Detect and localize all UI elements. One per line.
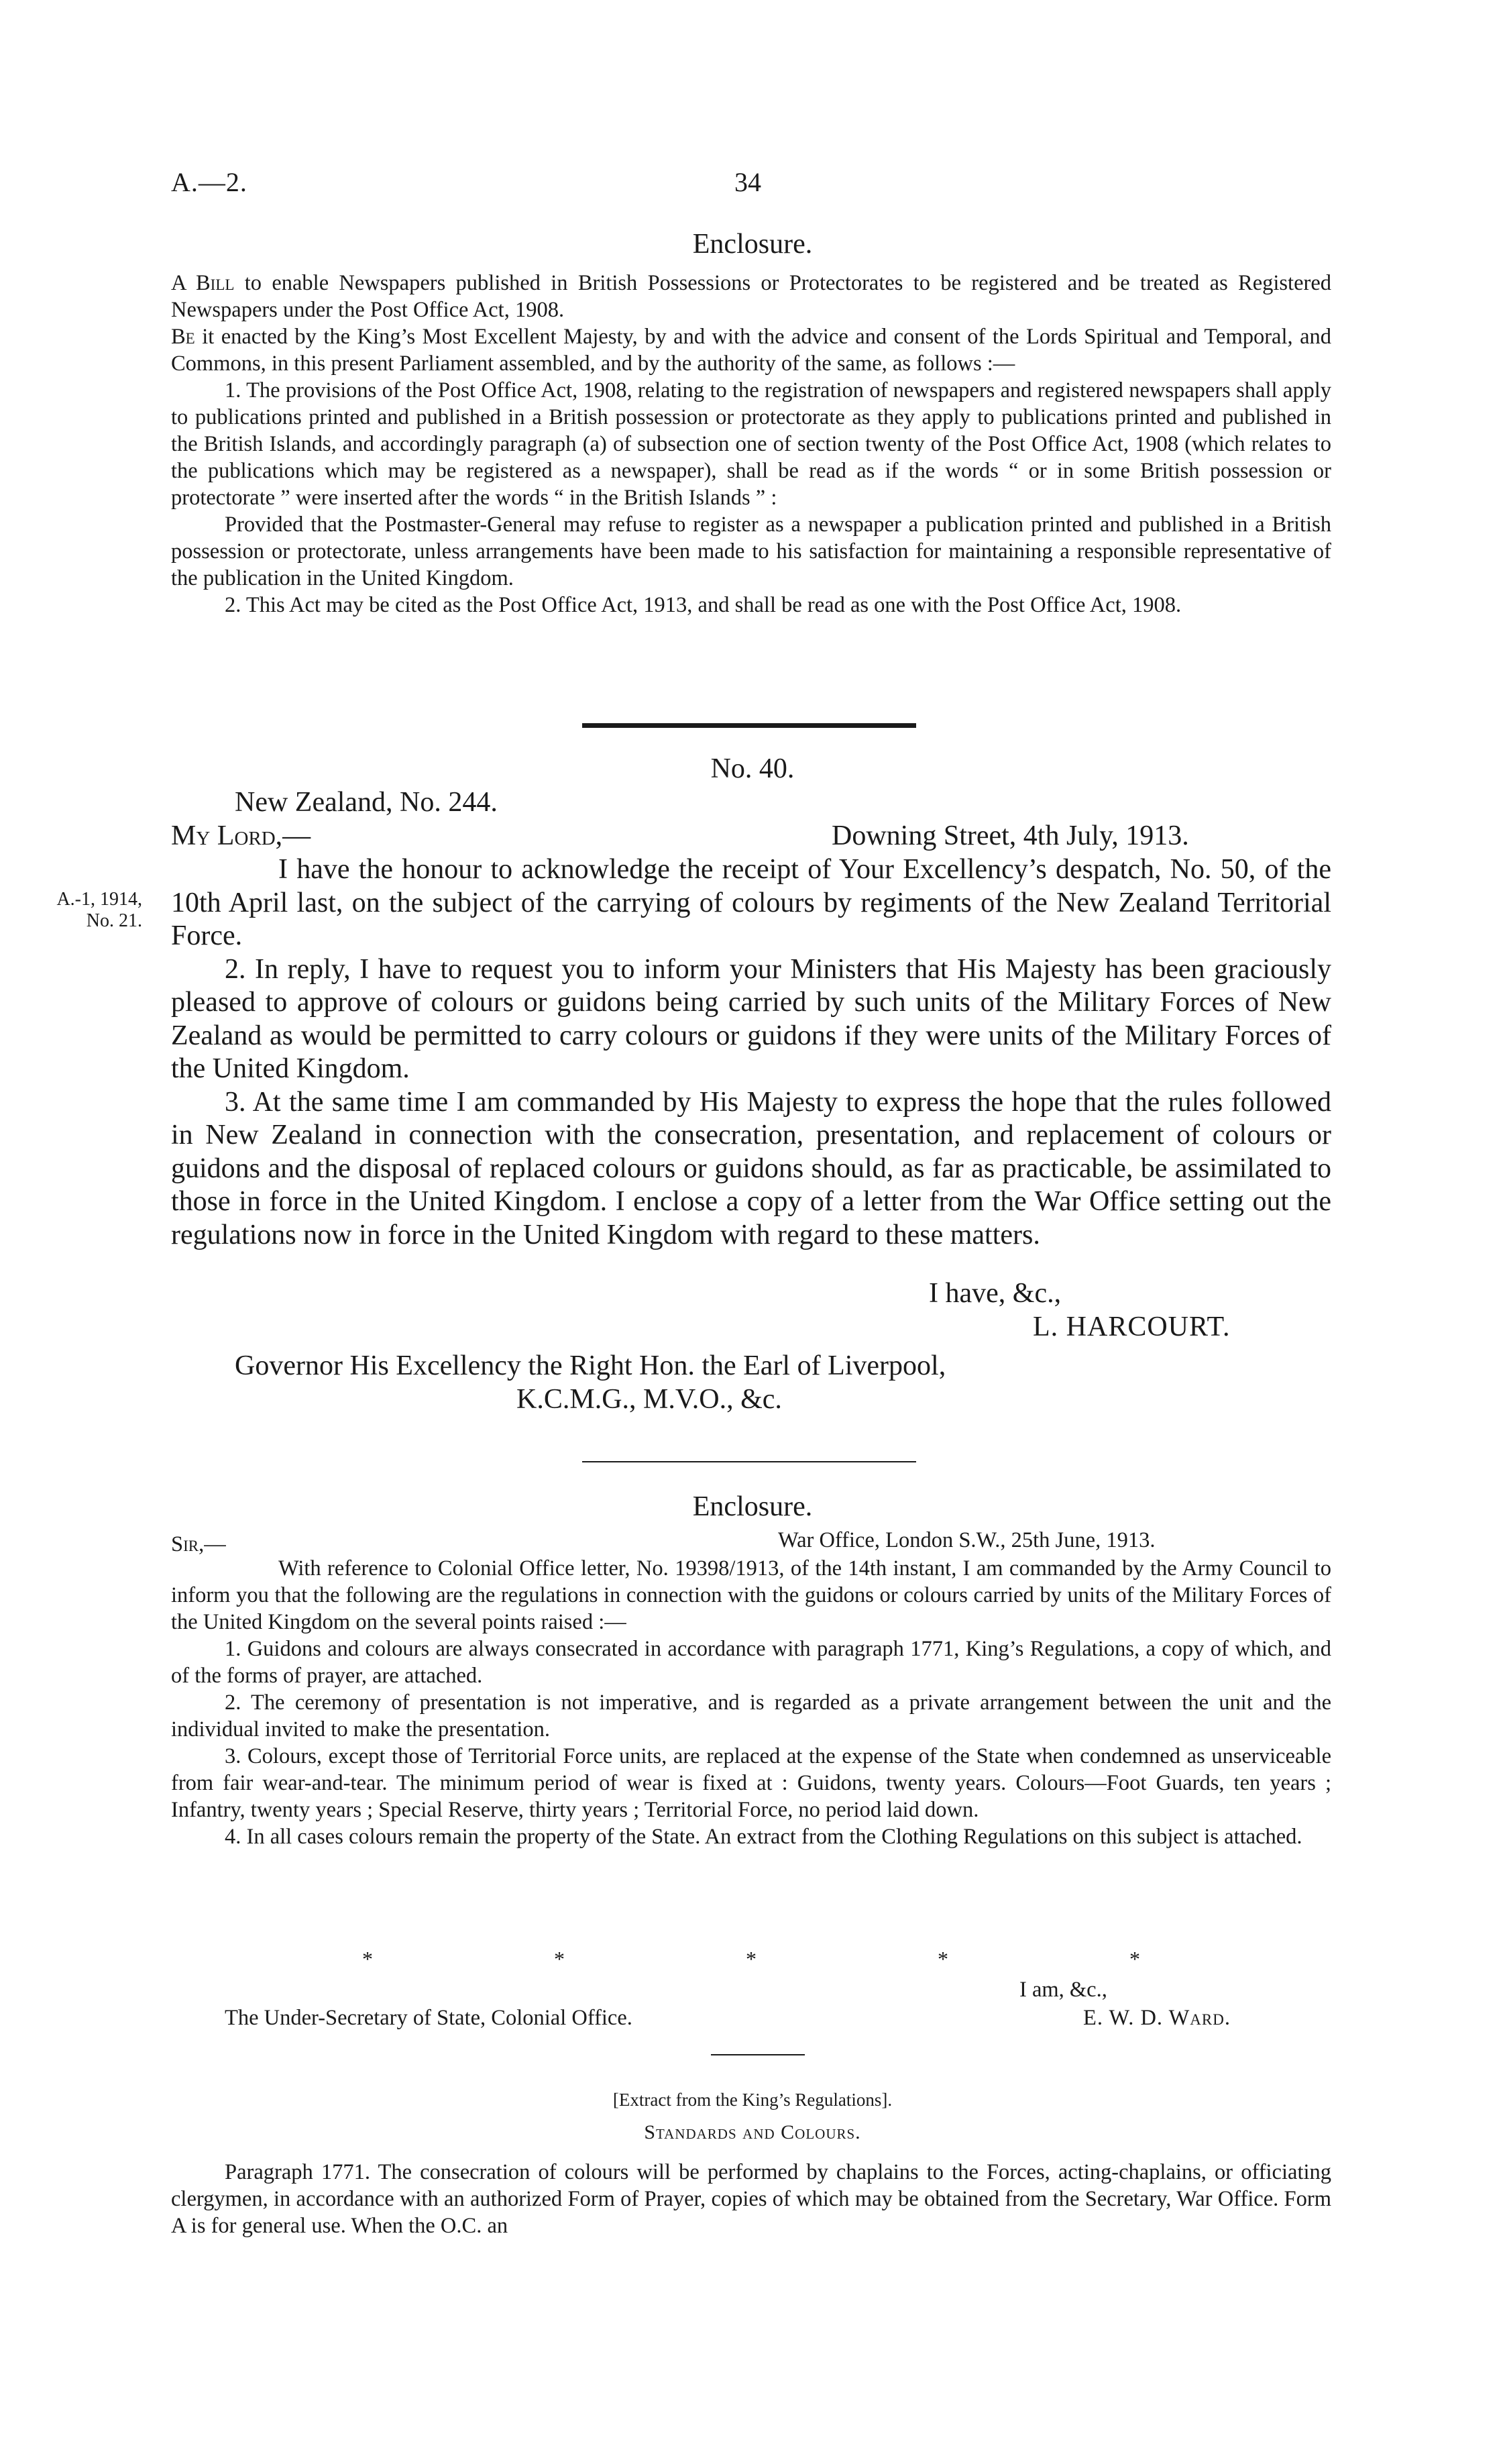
despatch-addressee-1: Governor His Excellency the Right Hon. the Earl of Liverpool, — [235, 1350, 946, 1381]
salutation-my: My — [171, 820, 211, 851]
section-rule-short — [711, 2054, 805, 2055]
star: * — [746, 1947, 757, 1971]
extract-source: [Extract from the King’s Regulations]. — [612, 2090, 893, 2110]
enclosure-2-salutation: Sir,— — [171, 1532, 226, 1556]
despatch-ref: New Zealand, No. 244. — [235, 787, 498, 818]
enact-rest: it enacted by the King’s Most Excellent Majesty, by and with the advice and consent of the Lords Spiritual and Temporal, and Commons, in this present Parliament assembled, and by the authority of the same, as follows :— — [171, 325, 1331, 376]
regulation-item: 4. In all cases colours remain the property of the State. An extract from the Clothing Regulations on this subject is attached. — [225, 1825, 1302, 1849]
page-id: A.—2. — [171, 167, 247, 197]
extract-paragraph: Paragraph 1771. The consecration of colours will be performed by chaplains to the Forces, acting-chaplains, or officiating clergymen, in accordance with an authorized Form of Prayer, copies of which may be obtained from the Secretary, War Office. Form A is for general use. When the O.C. an — [171, 2160, 1331, 2238]
bill-title-word: A Bill — [171, 271, 235, 295]
enclosure-heading: Enclosure. — [692, 229, 813, 260]
regulation-item: 3. Colours, except those of Territorial Force units, are replaced at the expense of the State when condemned as unserviceable from fair wear-and-tear. The minimum period of wear is fixed at : Guidons, twenty years. Colours—Foot Guards, ten years ; Infantry, twenty years ; Special Reserve, thirty years ; Territorial Force, no period laid down. — [171, 1744, 1331, 1822]
despatch-body — [171, 853, 1331, 1252]
margin-ref-line-2: No. 21. — [86, 910, 142, 931]
omission-stars — [362, 1947, 1140, 1972]
margin-ref-line-1: A.-1, 1914, — [56, 889, 142, 910]
despatch-number: No. 40. — [710, 753, 795, 784]
enacting-clause — [171, 323, 1331, 377]
bill-text — [171, 270, 1331, 619]
extract-title: Standards and Colours. — [644, 2121, 861, 2143]
star: * — [554, 1947, 565, 1971]
despatch-para-2: 2. In reply, I have to request you to inform your Ministers that His Majesty has been graciously pleased to approve of colours or guidons being carried by such units of the Military Forces of New Zealand as would be permitted to carry colours or guidons if they were units of the Military Forces of the United Kingdom. — [171, 953, 1331, 1084]
bill-title — [171, 270, 1331, 323]
regulation-item: 2. The ceremony of presentation is not imperative, and is regarded as a private arrangement between the unit and the individual invited to make the presentation. — [171, 1691, 1331, 1742]
despatch-para-3: 3. At the same time I am commanded by His Majesty to express the hope that the rules followed in New Zealand in connection with the consecration, presentation, and replacement of colours or guidons and the disposal of replaced colours or guidons should, as far as practicable, be assimilated to those in force in the United Kingdom. I enclose a copy of a letter from the War Office setting out the regulations now in force in the United Kingdom with regard to these matters. — [171, 1086, 1331, 1250]
margin-reference — [27, 889, 142, 932]
regulation-item: 1. Guidons and colours are always consecrated in accordance with paragraph 1771, King’s Regulations, a copy of which, and of the forms of prayer, are attached. — [171, 1637, 1331, 1688]
enclosure-2-body — [171, 1555, 1331, 1850]
enclosure-2-recipient: The Under-Secretary of State, Colonial Office. — [225, 2006, 632, 2030]
enact-word: Be — [171, 325, 195, 349]
bill-para-1: 1. The provisions of the Post Office Act, 1908, relating to the registration of newspapers and registered newspapers shall apply to publications printed and published in a British possession or protectorate as they apply to publications printed and published in the British Islands, and accordingly paragraph (a) of subsection one of section twenty of the Post Office Act, 1908 (which relates to the publications which may be registered as a newspaper), shall be read as if the words “ or in some British possession or protectorate ” were inserted after the words “ in the British Islands ” : — [171, 378, 1331, 510]
enclosure-2-intro: With reference to Colonial Office letter, No. 19398/1913, of the 14th instant, I am commanded by the Army Council to inform you that the following are the regulations in connection with the guidons or colours carried by units of the Military Forces of the United Kingdom on the several points raised :— — [171, 1556, 1331, 1634]
enclosure-2-place-date: War Office, London S.W., 25th June, 1913. — [778, 1528, 1156, 1552]
enclosure-2-heading: Enclosure. — [692, 1491, 813, 1522]
despatch-para-1: I have the honour to acknowledge the receipt of Your Excellency’s despatch, No. 50, of the 10th April last, on the subject of the carrying of colours by regiments of the New Zealand Territorial Force. — [171, 854, 1331, 951]
enclosure-2-signature: E. W. D. Ward. — [1083, 2006, 1231, 2030]
bill-para-2: 2. This Act may be cited as the Post Office Act, 1913, and shall be read as one with the Post Office Act, 1908. — [225, 593, 1182, 617]
despatch-salutation — [171, 820, 640, 853]
salutation-rest: Lord,— — [217, 820, 311, 851]
despatch-place-date: Downing Street, 4th July, 1913. — [832, 820, 1189, 851]
enclosure-2-closing: I am, &c., — [1019, 1978, 1107, 2002]
section-rule-thin — [582, 1461, 916, 1462]
despatch-addressee-2: K.C.M.G., M.V.O., &c. — [516, 1384, 782, 1415]
star: * — [362, 1947, 373, 1971]
star: * — [1129, 1947, 1140, 1971]
despatch-signature: L. HARCOURT. — [1033, 1311, 1231, 1342]
despatch-closing: I have, &c., — [929, 1278, 1062, 1309]
page-number: 34 — [734, 167, 761, 197]
star: * — [938, 1947, 948, 1971]
extract-body — [171, 2159, 1331, 2239]
bill-proviso: Provided that the Postmaster-General may refuse to register as a newspaper a publication printed and published in a British possession or protectorate, unless arrangements have been made to his satisfaction for maintaining a responsible representative of the publication in the United Kingdom. — [171, 513, 1331, 590]
bill-title-rest: to enable Newspapers published in British Possessions or Protectorates to be registered and be treated as Registered Newspapers under the Post Office Act, 1908. — [171, 271, 1331, 322]
section-rule-thick — [582, 723, 916, 728]
